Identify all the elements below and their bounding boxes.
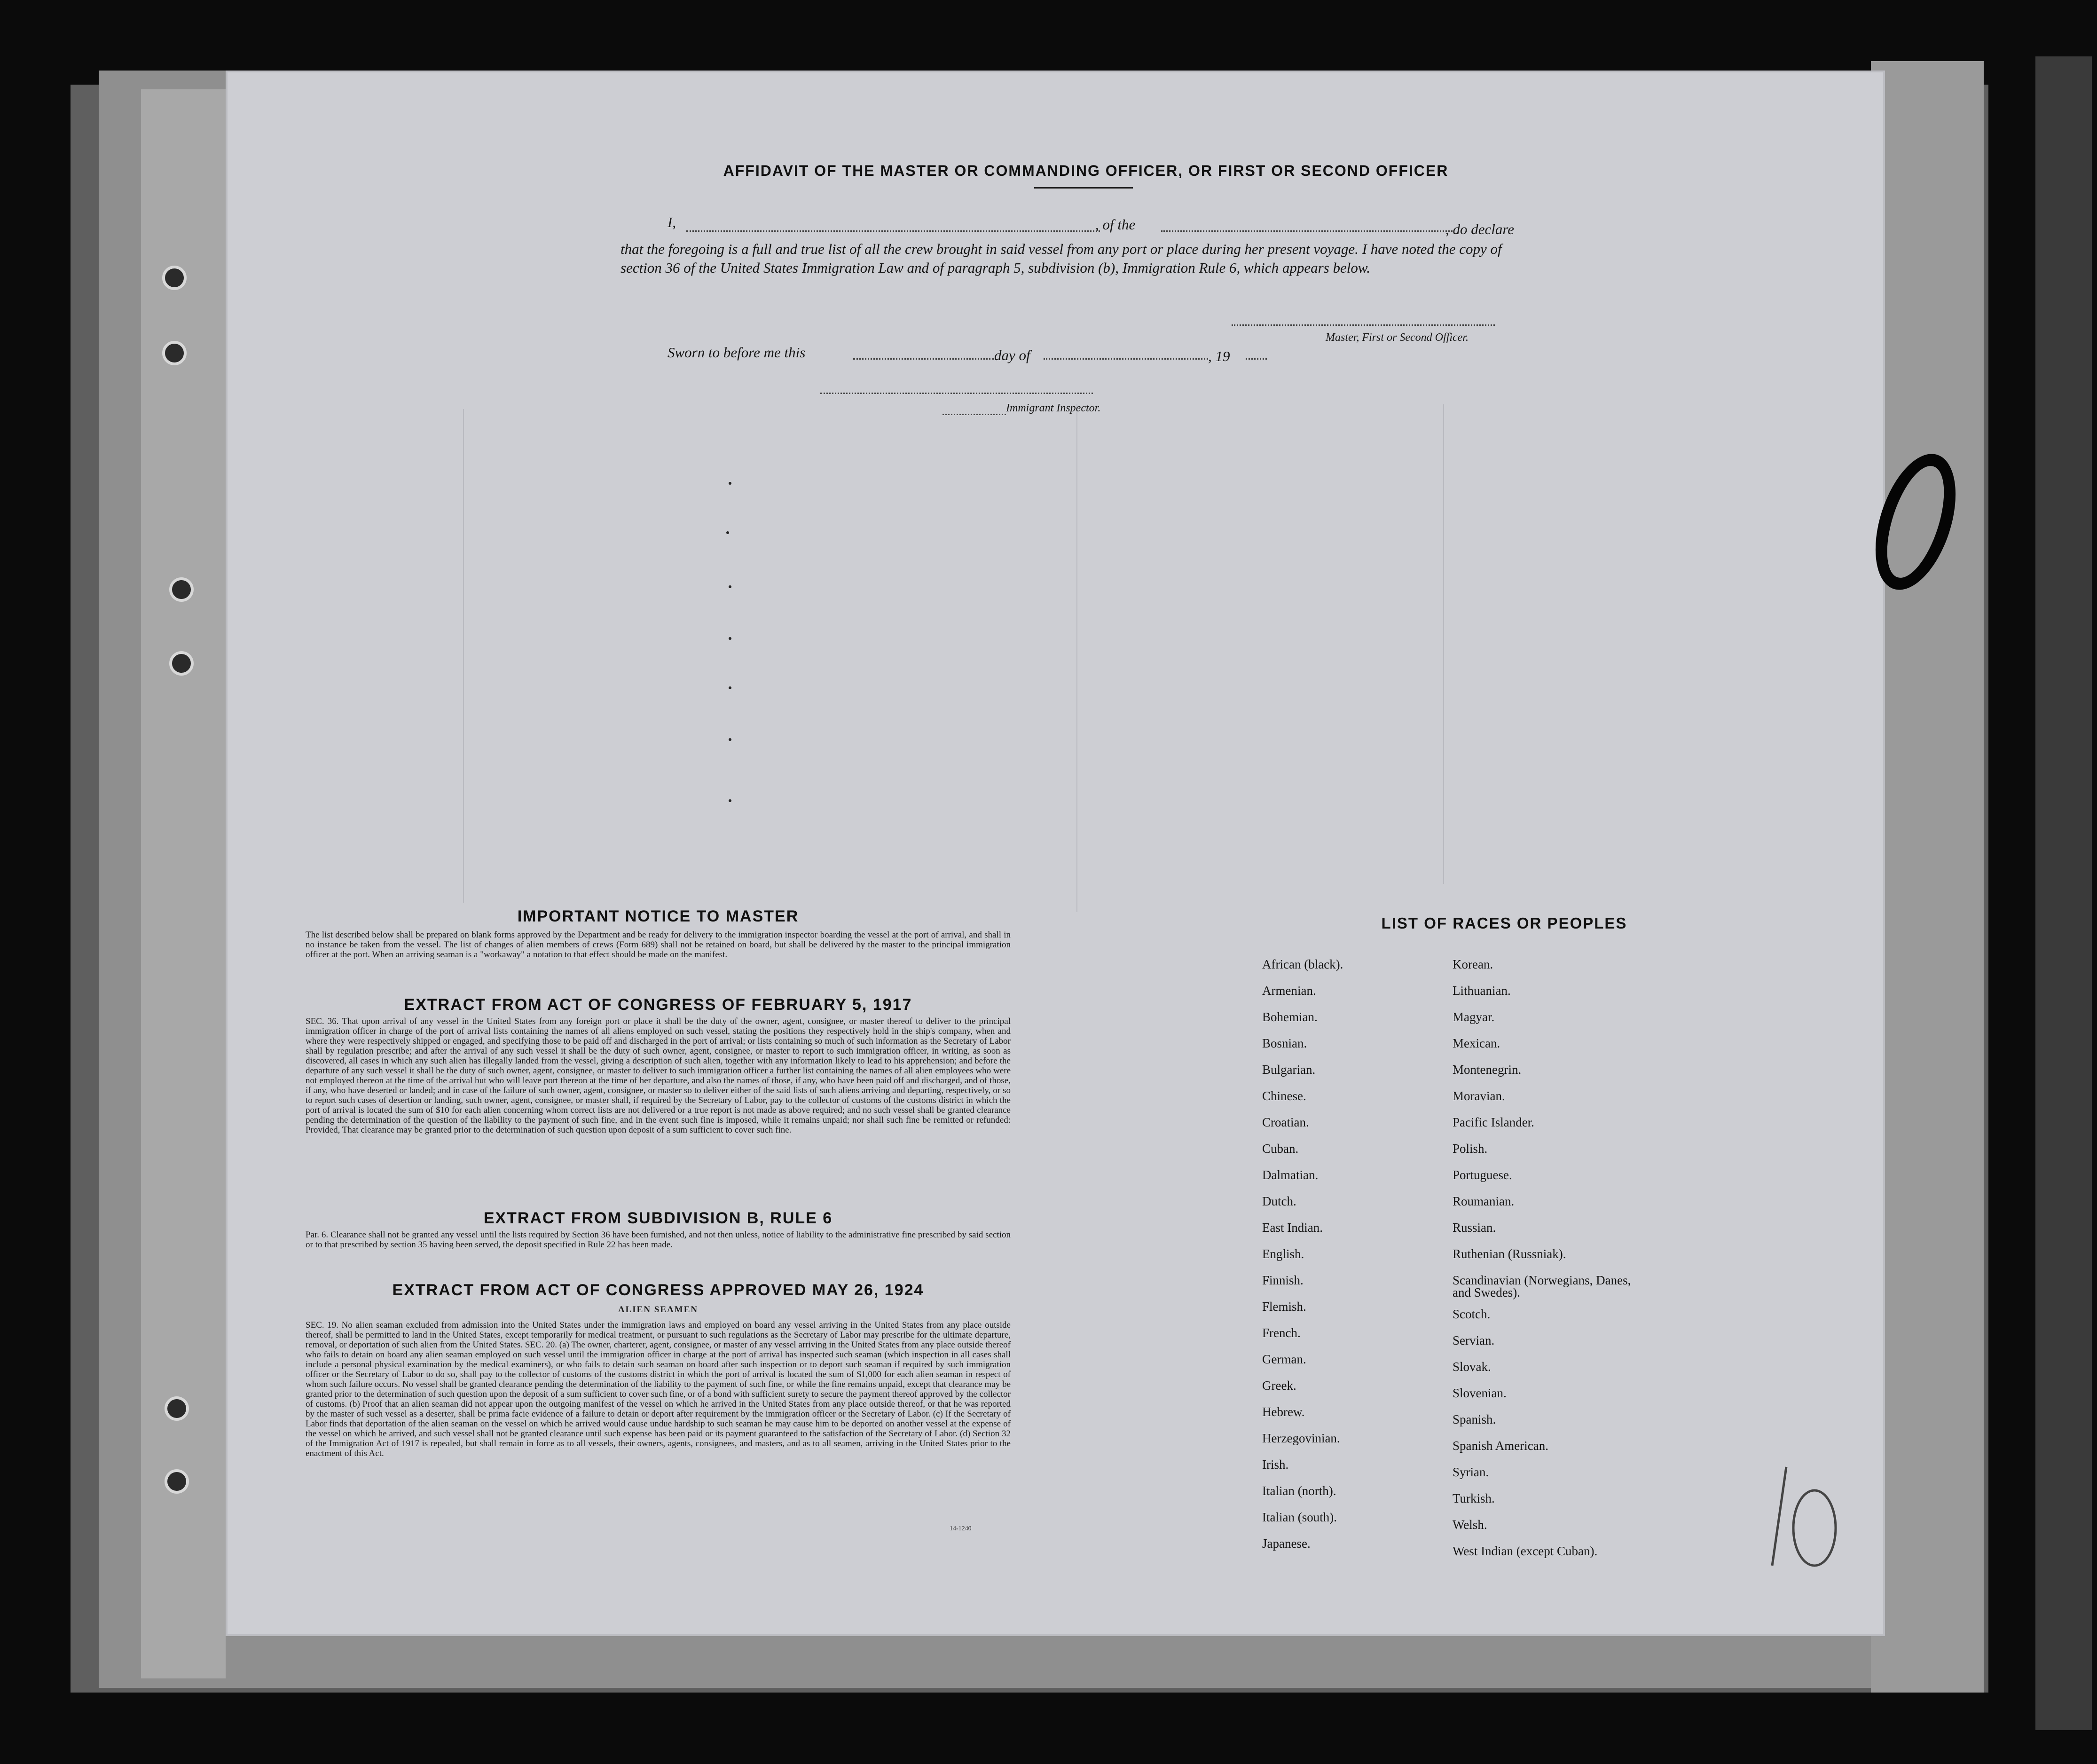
binder-hole — [169, 651, 194, 676]
far-right-edge — [2035, 56, 2092, 1730]
race-item: Pacific Islander. — [1453, 1115, 1534, 1129]
affidavit-declare: , do declare — [1445, 221, 1515, 237]
race-item: Scotch. — [1453, 1307, 1491, 1321]
race-item: Finnish. — [1262, 1273, 1304, 1287]
race-item: Scandinavian (Norwegians, Danes, and Swedes). — [1453, 1273, 1631, 1299]
affidavit-title: AFFIDAVIT OF THE MASTER OR COMMANDING OFFICER, OR FIRST OR SECOND OFFICER — [723, 162, 1449, 179]
race-item: Ruthenian (Russniak). — [1453, 1247, 1566, 1261]
binder-hole — [162, 341, 187, 365]
column-line — [463, 409, 464, 903]
ink-dot — [729, 637, 731, 640]
ink-dot — [729, 738, 731, 741]
ink-dot — [729, 585, 731, 588]
race-item: Croatian. — [1262, 1115, 1309, 1129]
race-item: Roumanian. — [1453, 1194, 1515, 1208]
binder-hole — [169, 577, 194, 602]
vessel-blank — [1161, 230, 1453, 232]
race-item: Magyar. — [1453, 1010, 1495, 1024]
race-item: Hebrew. — [1262, 1405, 1305, 1419]
ink-dot — [729, 799, 731, 802]
sworn-prefix: Sworn to before me this — [668, 344, 806, 361]
ink-dot — [729, 482, 731, 485]
affidavit-of-the: , of the — [1095, 216, 1136, 233]
race-item: English. — [1262, 1247, 1304, 1261]
binder-hole — [165, 1396, 189, 1421]
race-item: Japanese. — [1262, 1536, 1311, 1551]
notice-title: IMPORTANT NOTICE TO MASTER — [517, 907, 799, 925]
race-item: Dalmatian. — [1262, 1168, 1319, 1182]
extract-1917-body: SEC. 36. That upon arrival of any vessel in the United States from any foreign port or place it shall be the duty of the owner, agent, consignee, or master thereof to deliver to the principal immigration officer in charge of the port of arrival lists containing the names of all aliens employed on such vessel, stating the positions they respectively hold in the ship's company, when and where they were respectively shipped or engaged, and specifying those to be paid off and discharged in the port of arrival; or lists containing so much of such information as the Secretary of Labor shall by regulation prescribe; and after the arrival of any such vessel it shall be the duty of such owner, agent, consignee, or master to report to such immigration officer, in writing, as soon as discovered, all cases in which any such alien has illegally landed from the vessel, giving a description of such alien, together with any information likely to lead to his apprehension; and before the departure of any such vessel it shall be the duty of such owner, agent, consignee, or master to deliver to such immigration officer a further list containing the names of all alien employees who were not employed thereon at the time of the arrival but who will leave port thereon at the time of her departure, and also the names of those, if any, who have been paid off and discharged, and of those, if any, who have deserted or landed; and in case of the failure of such owner, agent, consignee, or master so to deliver either of the said lists of such aliens arriving and departing, respectively, or so to report such cases of desertion or landing, such owner, agent, consignee, or master shall, if required by the Secretary of Labor, pay to the collector of customs of the customs district in which the port of arrival is located the sum of $10 for each alien concerning whom correct lists are not delivered or a true report is not made as above required; and no such vessel shall be granted clearance pending the determination of the question of the liability to the payment of such fine, and in the event such fine is imposed, while it remains unpaid; nor shall such fine be remitted or refunded: Provided, That clearance may be granted prior to the determination of such question upon deposit of a sum sufficient to cover such fine. — [306, 1016, 1011, 1135]
race-item: Chinese. — [1262, 1089, 1306, 1103]
extract-rule6-body: Par. 6. Clearance shall not be granted any vessel until the lists required by Section 36 have been furnished, and not then unless, notice of liability to the administrative fine prescribed by said section or to that prescribed by section 35 having been served, the deposit specified in Rule 22 has been made. — [306, 1230, 1011, 1250]
signature-caption: Master, First or Second Officer. — [1326, 331, 1469, 344]
affidavit-i: I, — [668, 214, 676, 230]
extract-1917-title: EXTRACT FROM ACT OF CONGRESS OF FEBRUARY 5, 1917 — [404, 996, 912, 1014]
race-item: Moravian. — [1453, 1089, 1505, 1103]
sworn-day: day of — [994, 347, 1030, 363]
race-item: West Indian (except Cuban). — [1453, 1544, 1598, 1558]
notice-body: The list described below shall be prepared on blank forms approved by the Department and be ready for delivery to the immigration inspector boarding the vessel at the port of arrival, and shall in no instance be taken from the vessel. The list of changes of alien members of crews (Form 689) shall not be retained on board, but shall be delivered by the master to the principal immigration officer at the port. When an arriving seaman is a "workaway" a notation to that effect should be made on the manifest. — [306, 930, 1011, 960]
race-item: Cuban. — [1262, 1142, 1299, 1156]
race-item: Lithuanian. — [1453, 984, 1511, 998]
affidavit-body: that the foregoing is a full and true list of all the crew brought in said vessel from any port or place during her present voyage. I have noted the copy of section 36 of the United States Immigration Law and of paragraph 5, subdivision (b), Immigration Rule 6, which appears below. — [620, 241, 1502, 276]
ink-dot — [726, 531, 729, 534]
race-item: Syrian. — [1453, 1465, 1489, 1479]
extract-rule6-title: EXTRACT FROM SUBDIVISION B, RULE 6 — [483, 1209, 833, 1227]
name-blank — [686, 230, 1100, 232]
ink-dot — [729, 686, 731, 689]
race-item: Bohemian. — [1262, 1010, 1318, 1024]
race-item: German. — [1262, 1352, 1306, 1366]
race-item: Polish. — [1453, 1142, 1488, 1156]
extract-1924-body: SEC. 19. No alien seaman excluded from admission into the United States under the immigration laws and employed on board any vessel arriving in the United States from any place outside thereof, shall be permitted to land in the United States, except temporarily for medical treatment, or pursuant to such regulations as the Secretary of Labor may prescribe for the ultimate departure, removal, or deportation of such alien from the United States. SEC. 20. (a) The owner, charterer, agent, consignee, or master of any vessel arriving in the United States from any place outside thereof who fails to detain on board any alien seaman employed on such vessel until the immigration officer in charge at the port of arrival has inspected such seaman (which inspection in all cases shall include a personal physical examination by the medical examiners), or who fails to detain such seaman on board after such inspection or to deport such seaman if required by such immigration officer or the Secretary of Labor to do so, shall pay to the collector of customs of the customs district in which the port of arrival is located the sum of $1,000 for each alien seaman in respect of whom such failure occurs. No vessel shall be granted clearance pending the determination of the liability to the payment of such fine, or while the fine remains unpaid, except that clearance may be granted prior to the determination of such question upon the deposit of a sum sufficient to cover such fine, or of a bond with sufficient surety to secure the payment thereof approved by the collector of customs. (b) Proof that an alien seaman did not appear upon the outgoing manifest of the vessel on which he arrived in the United States from any place outside thereof, or that he was reported by the master of such vessel as a deserter, shall be prima facie evidence of a failure to detain or deport after requirement by the immigration officer or the Secretary of Labor. (c) If the Secretary of Labor finds that deportation of the alien seaman on the vessel on which he arrived would cause undue hardship to such seaman he may cause him to be deported on another vessel at the expense of the vessel on which he arrived, and such vessel shall not be granted clearance until such expense has been paid or its payment guaranteed to the satisfaction of the Secretary of Labor. (d) Section 32 of the Immigration Act of 1917 is repealed, but shall remain in force as to all vessels, their owners, agents, consignees, and masters, and as to all seamen, arriving in the United States prior to the enactment of this Act. — [306, 1320, 1011, 1458]
race-item: Italian (south). — [1262, 1510, 1337, 1524]
binder-hole — [165, 1469, 189, 1494]
race-item: Armenian. — [1262, 984, 1316, 998]
race-item: Korean. — [1453, 957, 1493, 971]
sworn-month-blank — [1044, 358, 1208, 360]
race-item: Slovenian. — [1453, 1386, 1507, 1400]
extract-1924-subtitle: ALIEN SEAMEN — [618, 1305, 699, 1315]
column-line — [1443, 404, 1444, 884]
race-item: Dutch. — [1262, 1194, 1296, 1208]
race-item: Montenegrin. — [1453, 1063, 1522, 1077]
race-item: Bosnian. — [1262, 1036, 1307, 1050]
race-item: Flemish. — [1262, 1299, 1306, 1314]
inspector-line — [820, 393, 1093, 394]
signature-line — [1232, 324, 1495, 326]
race-item: Spanish American. — [1453, 1439, 1548, 1453]
column-line — [1076, 404, 1077, 912]
inspector-dots — [942, 414, 1006, 415]
race-item: Slovak. — [1453, 1360, 1491, 1374]
race-item: Servian. — [1453, 1333, 1495, 1347]
extract-1924-title: EXTRACT FROM ACT OF CONGRESS APPROVED MAY 26, 1924 — [392, 1281, 924, 1299]
sworn-day-blank — [853, 358, 994, 360]
right-page-strip — [1871, 61, 1984, 1693]
race-item: Welsh. — [1453, 1518, 1487, 1532]
form-number: 14-1240 — [950, 1525, 972, 1532]
race-item: Italian (north). — [1262, 1484, 1336, 1498]
race-item: Turkish. — [1453, 1491, 1495, 1505]
left-page-strip — [141, 89, 226, 1678]
inspector-caption: Immigrant Inspector. — [1006, 402, 1101, 414]
race-item: Herzegovinian. — [1262, 1431, 1340, 1445]
race-item: Irish. — [1262, 1457, 1289, 1472]
binder-hole — [162, 266, 187, 290]
race-item: Spanish. — [1453, 1412, 1496, 1426]
race-item: Russian. — [1453, 1221, 1496, 1235]
race-item: Mexican. — [1453, 1036, 1500, 1050]
sworn-year-blank — [1246, 358, 1267, 360]
race-item: East Indian. — [1262, 1221, 1323, 1235]
race-item: African (black). — [1262, 957, 1343, 971]
race-item: Portuguese. — [1453, 1168, 1512, 1182]
race-item: Bulgarian. — [1262, 1063, 1316, 1077]
race-item: French. — [1262, 1326, 1301, 1340]
handwritten-page-number — [1767, 1457, 1852, 1570]
title-underline — [1034, 187, 1133, 189]
race-item: Greek. — [1262, 1378, 1296, 1393]
sworn-year: , 19 — [1208, 348, 1230, 364]
races-title: LIST OF RACES OR PEOPLES — [1381, 914, 1627, 932]
